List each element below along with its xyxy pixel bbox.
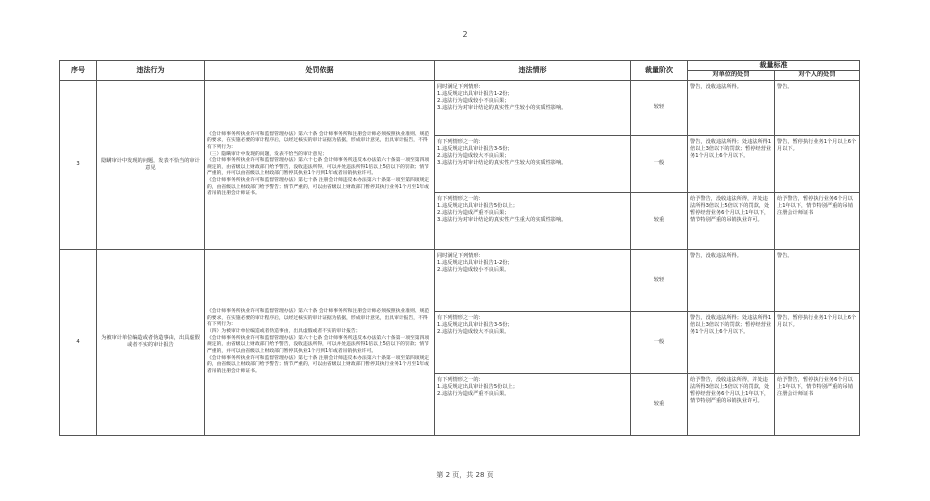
row-unit-penalty: 警告，没收违法所得；处违法所得1倍以上3倍以下的罚款；暂停经营业务1个月以上6个月以下。 (688, 135, 775, 192)
row-person-penalty: 警告，暂停执行业务1个月以上6个月以下。 (775, 311, 860, 373)
row-level: 较轻 (631, 249, 688, 311)
header-standard: 裁量标准 (688, 61, 860, 71)
page-footer: 第 2 页，共 28 页 (436, 471, 494, 479)
row-unit-penalty: 给予警告，没收违法所得，并处违法所得3倍以上5倍以下的罚款，处暂停经营业务6个月以上1年以下，情节特别严重的吊销执业许可。 (688, 373, 775, 435)
row-circumstance: 有下列情形之一的： 1.违反规定出具审计报告5份以上； 2.违法行为造成严重不良后果。 (435, 373, 631, 435)
header-person: 对个人的处罚 (775, 71, 860, 80)
row-circumstance: 同时满足下列情形： 1.违反规定出具审计报告1-2份； 2.违法行为造成较小不良后果； 3.违法行为对审计结论的真实性产生较小的实质性影响。 (435, 80, 631, 135)
header-behavior: 违法行为 (97, 61, 205, 81)
row-behavior: 为被审计单位编造或者伪造事由，出具虚假或者不实的审计报告 (97, 249, 205, 435)
header-level: 裁量阶次 (631, 61, 688, 81)
row-unit-penalty: 警告，没收违法所得。 (688, 80, 775, 135)
row-person-penalty: 警告。 (775, 80, 860, 135)
penalty-table (59, 60, 860, 436)
page-number-top: 2 (462, 30, 468, 39)
row-person-penalty: 给予警告，暂停执行业务6个月以上1年以下，情节特别严重的吊销注册会计师证书 (775, 373, 860, 435)
row-circumstance: 同时满足下列情形： 1.违反规定出具审计报告1-2份； 2.违法行为造成较小不良后果。 (435, 249, 631, 311)
row-circumstance: 有下列情形之一的： 1.违反规定出具审计报告3-5份； 2.违法行为造成较大不良后果； 3.违法行为对审计结论的真实性产生较大的实质性影响。 (435, 135, 631, 192)
row-unit-penalty: 给予警告，没收违法所得，并处违法所得3倍以上5倍以下的罚款，处暂停经营业务6个月以上1年以下，情节特别严重的吊销执业许可。 (688, 192, 775, 249)
row-circumstance: 有下列情形之一的： 1.违反规定出具审计报告5份以上； 2.违法行为造成严重不良后果； 3.违法行为对审计结论的真实性产生重大的实质性影响。 (435, 192, 631, 249)
header-circumstance: 违法情形 (435, 61, 631, 81)
row-basis: 《会计师事务所执业许可和监督管理办法》第六十条 会计师事务所和注册会计师必须按照执业准则、规范的要求，在实施必要的审计程序后，以经过核实的审计证据为依据，形成审计意见，出具审计报告，不得有下列行为： （四）为被审计单位编造或者伪造事由，出具虚假或者不实的审计报告； 《会计师事务所执业许可和监督管理办法》第六十七条 会计师事务所违反本办法第六十条第一项至第四项规定的，由省级以上财政部门给予警告，没收违法所得，可以并处违法所得1倍以上5倍以下的罚款；情节严重的，并可以由省级以上财政部门暂停其执业1个月到1年或者吊销执业许可。 《会计师事务所执业许可和监督管理办法》第七十条 注册会计师违反本办法第六十条第一项至第四项规定的，由省级以上财政部门给予警告；情节严重的，可以由省级以上财政部门暂停其执行业务1个月至1年或者吊销注册会计师证书。 (205, 249, 435, 435)
row-level: 较轻 (631, 80, 688, 135)
row-level: 一般 (631, 135, 688, 192)
row-person-penalty: 警告，暂停执行业务1个月以上6个月以下。 (775, 135, 860, 192)
row-behavior: 隐瞒审计中发现的问题，发表不恰当的审计意见 (97, 80, 205, 249)
table-row (60, 249, 860, 311)
header-unit: 对单位的处罚 (688, 71, 775, 80)
row-unit-penalty: 警告，没收违法所得；处违法所得1倍以上3倍以下的罚款；暂停经营业务1个月以上6个月以下。 (688, 311, 775, 373)
row-person-penalty: 给予警告，暂停执行业务6个月以上1年以下，情节特别严重的吊销注册会计师证书 (775, 192, 860, 249)
row-level: 较重 (631, 373, 688, 435)
header-seq: 序号 (60, 61, 97, 81)
table-row (60, 80, 860, 135)
row-person-penalty: 警告。 (775, 249, 860, 311)
row-seq: 3 (60, 80, 97, 249)
row-level: 较重 (631, 192, 688, 249)
row-seq: 4 (60, 249, 97, 435)
row-basis: 《会计师事务所执业许可和监督管理办法》第六十条 会计师事务所和注册会计师必须按照执业准则、规范的要求，在实施必要的审计程序后，以经过核实的审计证据为依据，形成审计意见，出具审计报告，不得有下列行为： （三）隐瞒审计中发现的问题，发表不恰当的审计意见； 《会计师事务所执业许可和监督管理办法》第六十七条 会计师事务所违反本办法第六十条第一项至第四项规定的，由省级以上财政部门给予警告，没收违法所得，可以并处违法所得1倍以上5倍以下的罚款；情节严重的，并可以由省级以上财政部门暂停其执业1个月到1年或者吊销执业许可。 《会计师事务所执业许可和监督管理办法》第七十条 注册会计师违反本办法第六十条第一项至第四项规定的，由省级以上财政部门给予警告；情节严重的，可以由省级以上财政部门暂停其执行业务1个月至1年或者吊销注册会计师证书。 (205, 80, 435, 249)
header-basis: 处罚依据 (205, 61, 435, 81)
row-level: 一般 (631, 311, 688, 373)
row-unit-penalty: 警告，没收违法所得。 (688, 249, 775, 311)
row-circumstance: 有下列情形之一的： 1.违反规定出具审计报告3-5份； 2.违法行为造成较大不良后果。 (435, 311, 631, 373)
